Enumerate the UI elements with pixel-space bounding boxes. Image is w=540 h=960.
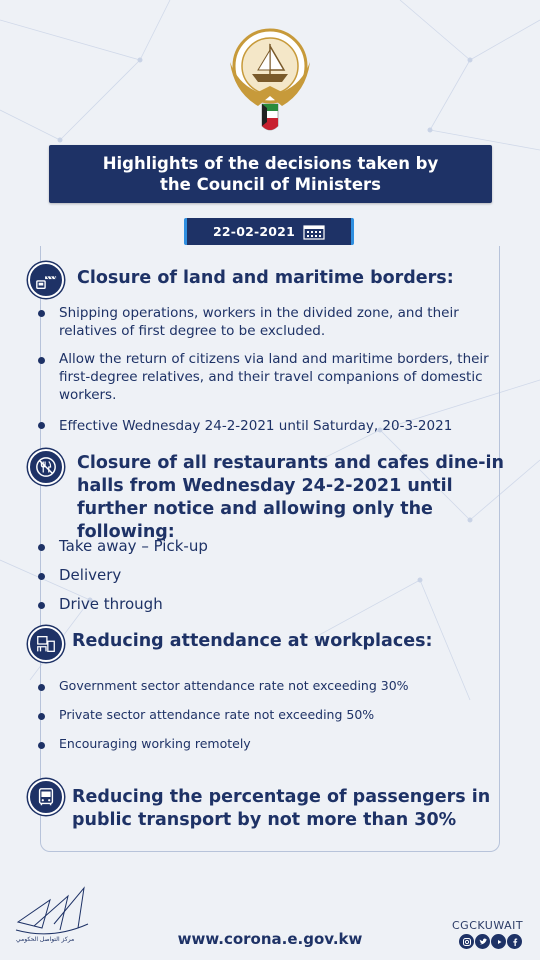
bullet-dot: [38, 310, 45, 317]
facebook-icon[interactable]: [507, 934, 522, 949]
bullet-dot: [38, 684, 45, 691]
list-item: Government sector attendance rate not exceeding 30%: [59, 678, 409, 693]
website-link[interactable]: www.corona.e.gov.kw: [177, 930, 363, 948]
workplace-icon: [28, 626, 64, 662]
instagram-icon[interactable]: [459, 934, 474, 949]
emblem-graphic: [212, 22, 328, 140]
youtube-icon[interactable]: [491, 934, 506, 949]
section-1-heading: Closure of land and maritime borders:: [77, 268, 454, 288]
section-2-heading: Closure of all restaurants and cafes dine-in halls from Wednesday 24-2-2021 until further notice and allowing only the following:: [77, 453, 504, 542]
no-dining-icon: [28, 449, 64, 485]
bullet-dot: [38, 742, 45, 749]
section-4-heading: Reducing the percentage of passengers in public transport by not more than 30%: [72, 787, 491, 830]
calendar-icon: [303, 224, 325, 240]
bullet-dot: [38, 602, 45, 609]
social-handle: CGCKUWAIT: [452, 919, 524, 932]
bullet-dot: [38, 544, 45, 551]
bullet-dot: [38, 713, 45, 720]
council-emblem-logo: [212, 22, 328, 140]
list-item: Shipping operations, workers in the divided zone, and their relatives of first degree to be excluded.: [59, 305, 459, 339]
list-item: Encouraging working remotely: [59, 736, 251, 751]
title-banner: [49, 145, 492, 203]
section-3-heading: Reducing attendance at workplaces:: [72, 631, 433, 651]
list-item: Delivery: [59, 566, 122, 584]
bullet-dot: [38, 573, 45, 580]
list-item: Take away – Pick-up: [59, 537, 208, 555]
bullet-dot: [38, 357, 45, 364]
border-barrier-icon: [28, 262, 64, 298]
list-item: Allow the return of citizens via land and maritime borders, their first-degree relatives, and their travel companions of domestic workers.: [59, 351, 489, 403]
social-icons: [459, 934, 522, 949]
list-item: Drive through: [59, 595, 163, 613]
list-item: Effective Wednesday 24-2-2021 until Saturday, 20-3-2021: [59, 418, 453, 434]
date-badge: [184, 218, 354, 245]
twitter-icon[interactable]: [475, 934, 490, 949]
bullet-dot: [38, 422, 45, 429]
logo-arabic-text: مركز التواصل الحكومي: [16, 936, 75, 943]
list-item: Private sector attendance rate not exceeding 50%: [59, 707, 375, 722]
decision-date: 22-02-2021: [213, 224, 295, 239]
page-title: Highlights of the decisions taken by the Council of Ministers: [102, 154, 439, 194]
bus-icon: [28, 779, 64, 815]
